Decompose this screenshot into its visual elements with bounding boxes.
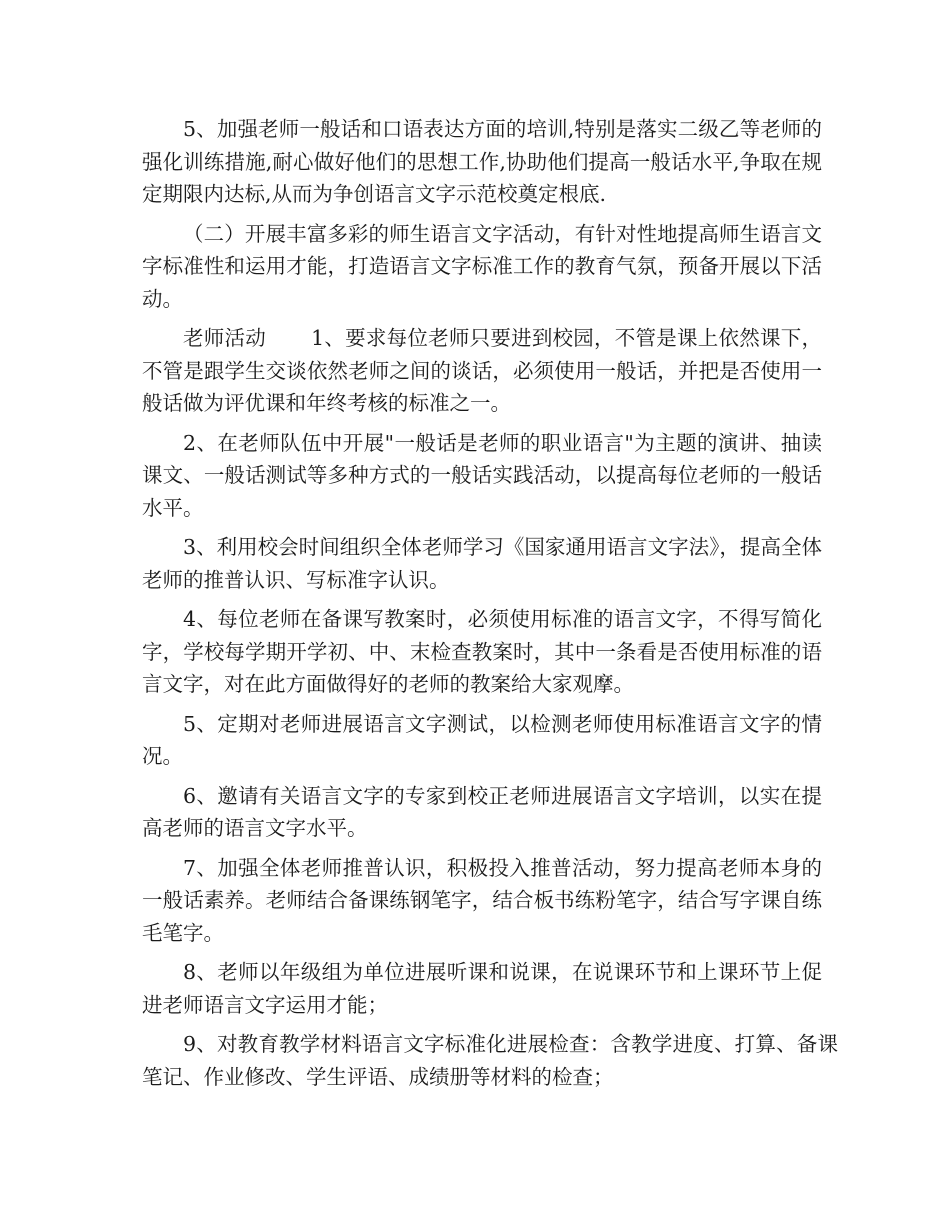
- paragraph-item-7: 7、加强全体老师推普认识，积极投入推普活动，努力提高老师本身的一般话素养。老师结合备课练钢笔字，结合板书练粉笔字，结合写字课自练毛笔字。: [142, 855, 822, 945]
- document-body: [142, 113, 838, 1093]
- teacher-activities-label: 老师活动: [183, 326, 266, 350]
- paragraph-item-3: 3、利用校会时间组织全体老师学习《国家通用语言文字法》，提高全体老师的推普认识、写标准字认识。: [142, 535, 822, 592]
- paragraph-teacher-training: 5、加强老师一般话和口语表达方面的培训,特别是落实二级乙等老师的强化训练措施,耐心做好他们的思想工作,协助他们提高一般话水平,争取在规定期限内达标,从而为争创语言文字示范校奠定根底.: [142, 117, 822, 206]
- paragraph-item-6: 6、邀请有关语言文字的专家到校正老师进展语言文字培训，以实在提高老师的语言文字水平。: [142, 783, 822, 840]
- paragraph-item-4: 4、每位老师在备课写教案时，必须使用标准的语言文字，不得写简化字，学校每学期开学初、中、末检查教案时，其中一条看是否使用标准的语言文字，对在此方面做得好的老师的教案给大家观摩。: [142, 607, 822, 696]
- paragraph-item-5: 5、定期对老师进展语言文字测试，以检测老师使用标准语言文字的情况。: [142, 711, 822, 768]
- paragraph-item-8: 8、老师以年级组为单位进展听课和说课，在说课环节和上课环节上促进老师语言文字运用才能；: [142, 960, 822, 1017]
- paragraph-item-9: 9、对教育教学材料语言文字标准化进展检查：含教学进度、打算、备课笔记、作业修改、学生评语、成绩册等材料的检查；: [142, 1032, 838, 1089]
- paragraph-section-two-activities: （二）开展丰富多彩的师生语言文字活动，有针对性地提高师生语言文字标准性和运用才能，打造语言文字标准工作的教育气氛，预备开展以下活动。: [142, 221, 822, 311]
- paragraph-teacher-activities: [142, 322, 822, 420]
- paragraph-item-2: 2、在老师队伍中开展"一般话是老师的职业语言"为主题的演讲、抽读课文、一般话测试等多种方式的一般话实践活动，以提高每位老师的一般话水平。: [142, 430, 822, 520]
- teacher-activities-item-1: 1、要求每位老师只要进到校园，不管是课上依然课下，不管是跟学生交谈依然老师之间的谈话，必须使用一般话，并把是否使用一般话做为评优课和年终考核的标准之一。: [142, 326, 822, 415]
